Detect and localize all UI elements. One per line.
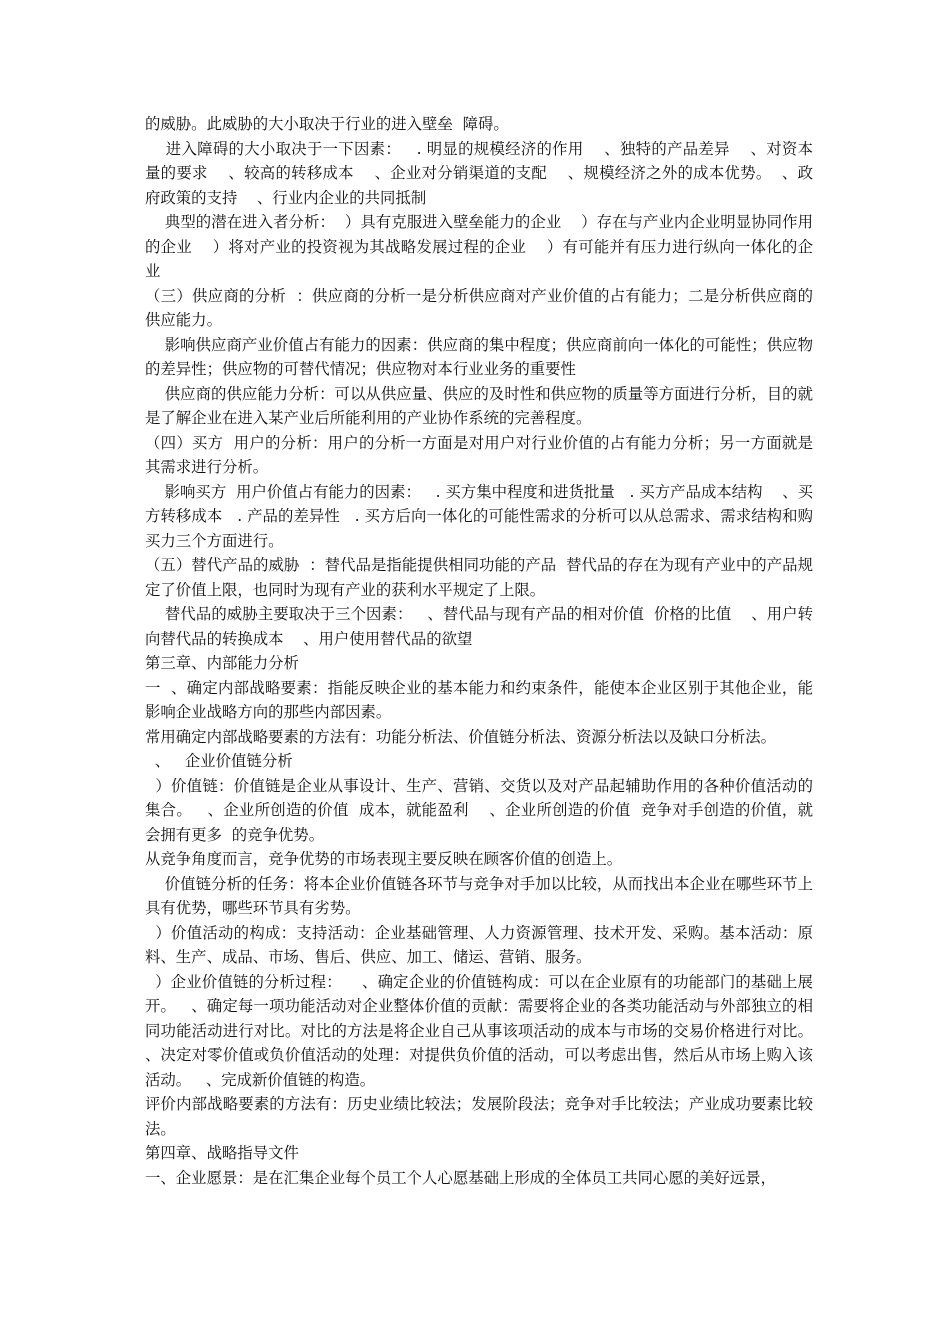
paragraph-potential-entrants: 典型的潜在进入者分析： ）具有克服进入壁垒能力的企业 ）存在与产业内企业明显协同作用的企业 ）将对产业的投资视为其战略发展过程的企业 ）有可能并有压力进行纵向一体化的企业 xyxy=(145,213,813,280)
paragraph-value-chain-definition: ）价值链：价值链是企业从事设计、生产、营销、交货以及对产品起辅助作用的各种价值活动的集合。 、企业所创造的价值 成本，就能盈利 、企业所创造的价值 竞争对手创造的价值，就会拥有更多 的竞争优势。 xyxy=(145,776,813,844)
paragraph-internal-factors: 一 、确定内部战略要素：指能反映企业的基本能力和约束条件，能使本企业区别于其他企业，能影响企业战略方向的那些内部因素。 xyxy=(145,678,813,721)
paragraph-corporate-vision: 一、企业愿景：是在汇集企业每个员工个人心愿基础上形成的全体员工共同心愿的美好远景， xyxy=(145,1168,777,1187)
paragraph-value-chain-task: 价值链分析的任务：将本企业价值链各环节与竞争对手加以比较，从而找出本企业在哪些环节上具有优势，哪些环节具有劣势。 xyxy=(145,874,813,917)
paragraph-internal-methods: 常用确定内部战略要素的方法有：功能分析法、价值链分析法、资源分析法以及缺口分析法。 xyxy=(145,727,777,746)
paragraph-value-activities: ）价值活动的构成：支持活动：企业基础管理、人力资源管理、技术开发、采购。基本活动：原料、生产、成品、市场、售后、供应、加工、储运、营销、服务。 xyxy=(145,923,813,966)
chapter-three-heading: 第三章、内部能力分析 xyxy=(145,654,299,672)
paragraph-evaluation-methods: 评价内部战略要素的方法有：历史业绩比较法；发展阶段法；竞争对手比较法；产业成功要素比较法。 xyxy=(145,1095,813,1138)
paragraph-entry-barrier-factors: 进入障碍的大小取决于一下因素： . 明显的规模经济的作用 、独特的产品差异 、对资本量的要求 、较高的转移成本 、企业对分销渠道的支配 、规模经济之外的成本优势。 、政府政策的支持 、行业内企业的共同抵制 xyxy=(145,139,813,207)
paragraph-buyer-value-factors: 影响买方 用户价值占有能力的因素： . 买方集中程度和进货批量 . 买方产品成本结构 、买方转移成本 . 产品的差异性 . 买方后向一体化的可能性需求的分析可以从总需求、需求结构和购买力三个方面进行。 xyxy=(145,482,813,550)
paragraph-supplier-value-factors: 影响供应商产业价值占有能力的因素：供应商的集中程度；供应商前向一体化的可能性；供应物的差异性；供应物的可替代情况；供应物对本行业业务的重要性 xyxy=(145,335,813,378)
document-body xyxy=(145,112,828,1190)
paragraph-substitute-factors: 替代品的威胁主要取决于三个因素： 、替代品与现有产品的相对价值 价格的比值 、用户转向替代品的转换成本 、用户使用替代品的欲望 xyxy=(145,605,814,648)
chapter-four-heading: 第四章、战略指导文件 xyxy=(145,1144,299,1162)
section-value-chain-heading: 、 企业价值链分析 xyxy=(145,752,293,770)
paragraph-supplier-analysis: （三）供应商的分析 ：供应商的分析一是分析供应商对产业价值的占有能力；二是分析供应商的供应能力。 xyxy=(145,286,813,329)
paragraph-supplier-capacity: 供应商的供应能力分析：可以从供应量、供应的及时性和供应物的质量等方面进行分析，目的就是了解企业在进入某产业后所能利用的产业协作系统的完善程度。 xyxy=(145,384,813,427)
paragraph-value-chain-process: ）企业价值链的分析过程： 、确定企业的价值链构成：可以在企业原有的功能部门的基础上展开。 、确定每一项功能活动对企业整体价值的贡献：需要将企业的各类功能活动与外部独立的相同功能活动进行对比。对比的方法是将企业自己从事该项活动的成本与市场的交易价格进行对比。 、决定对零价值或负价值活动的处理：对提供负价值的活动，可以考虑出售，然后从市场上购入该活动。 、完成新价值链的构造。 xyxy=(145,972,828,1089)
paragraph-substitute-threat: （五）替代产品的威胁 ：替代品是指能提供相同功能的产品 替代品的存在为现有产业中的产品规定了价值上限，也同时为现有产业的获利水平规定了上限。 xyxy=(145,556,813,599)
paragraph-competitive-advantage: 从竞争角度而言，竞争优势的市场表现主要反映在顾客价值的创造上。 xyxy=(145,850,623,868)
paragraph-entry-barrier-threat: 的威胁。此威胁的大小取决于行业的进入壁垒 障碍。 xyxy=(145,115,509,133)
paragraph-buyer-analysis: （四）买方 用户的分析：用户的分析一方面是对用户对行业价值的占有能力分析；另一方面就是其需求进行分析。 xyxy=(145,433,813,476)
